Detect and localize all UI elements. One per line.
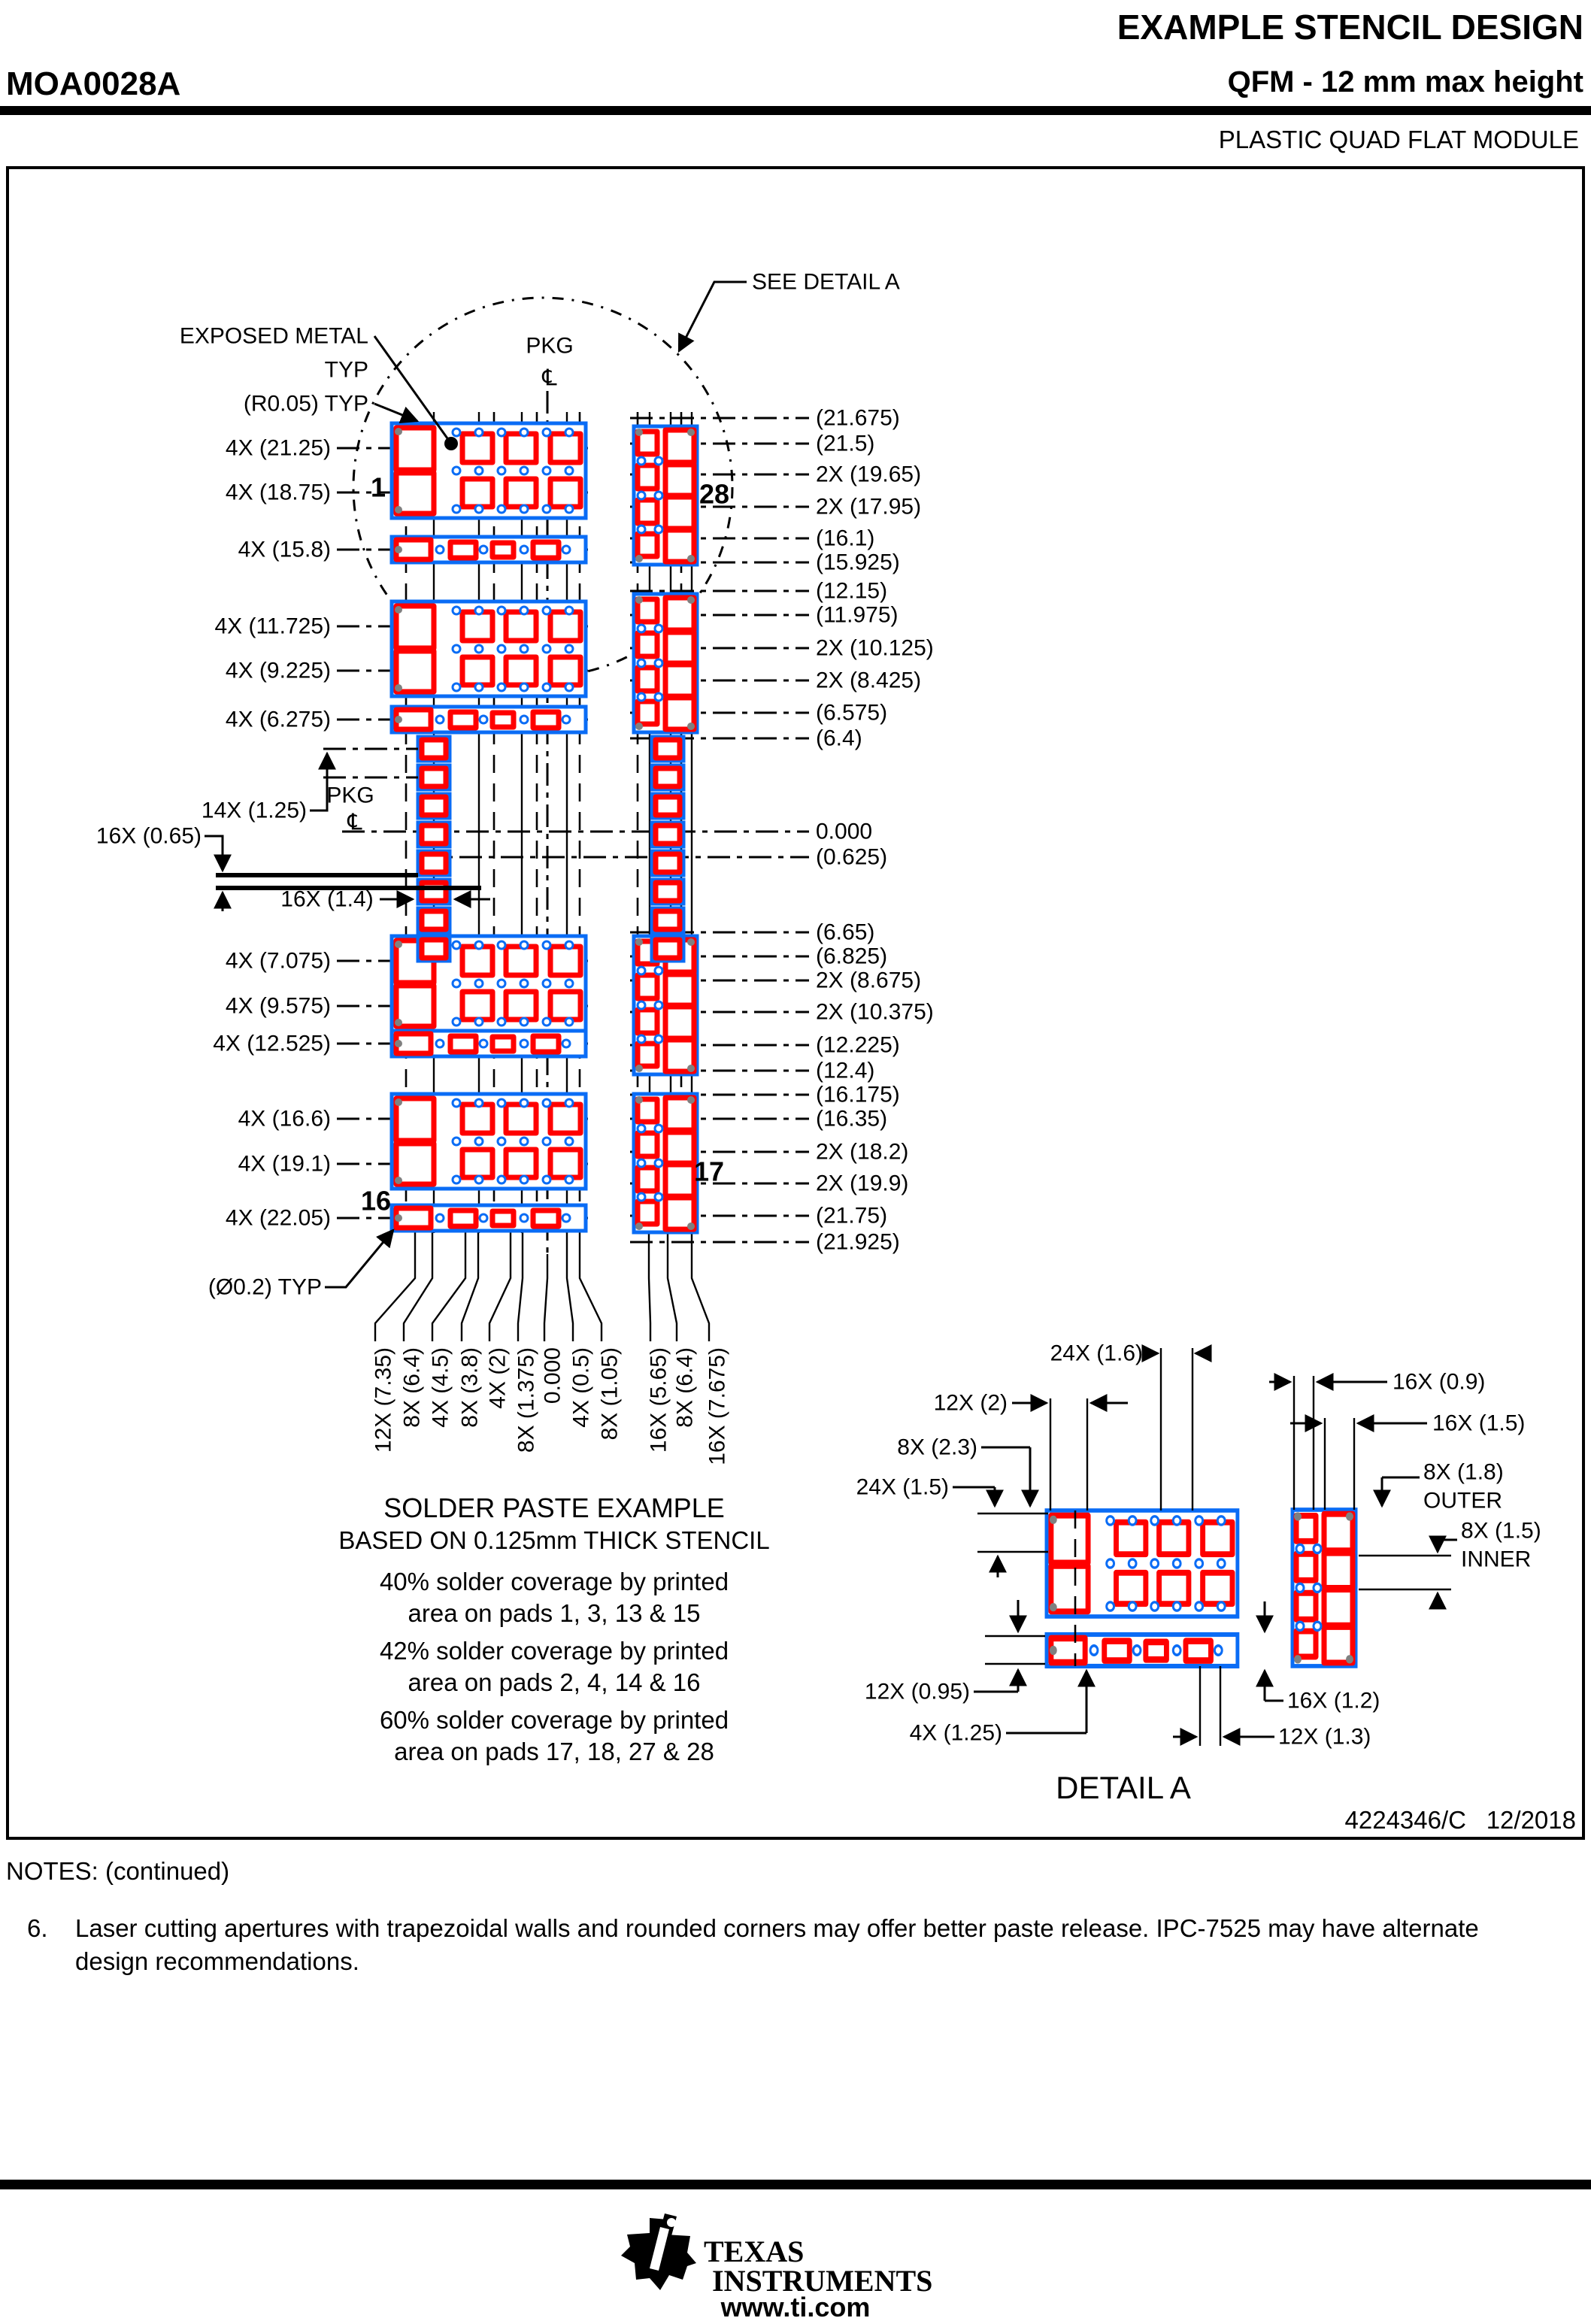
pin-16-number: 16 bbox=[360, 1185, 392, 1217]
dim-label: 4X (6.275) bbox=[225, 707, 331, 732]
dim-label: 4X (16.6) bbox=[238, 1106, 331, 1132]
ti-logo-icon bbox=[621, 2213, 696, 2290]
dim-label: (16.35) bbox=[816, 1106, 888, 1132]
notes-section bbox=[6, 1857, 1479, 1975]
center-pad-columns bbox=[418, 737, 683, 961]
doc-date: 12/2018 bbox=[1486, 1806, 1576, 1834]
dim-label: 2X (10.375) bbox=[816, 999, 934, 1025]
dim-label: (0.625) bbox=[816, 844, 888, 870]
pin-17-number: 17 bbox=[693, 1156, 725, 1187]
dim-label: 2X (8.425) bbox=[816, 668, 922, 693]
dim-label: 4X (22.05) bbox=[225, 1205, 331, 1231]
doc-number: 4224346/C bbox=[1344, 1806, 1466, 1834]
dim-label: 2X (8.675) bbox=[816, 968, 922, 993]
dim-label: (21.75) bbox=[816, 1203, 888, 1229]
dim-label: (12.225) bbox=[816, 1032, 900, 1058]
header bbox=[0, 8, 1591, 153]
coverage-line: 60% solder coverage by printed bbox=[379, 1706, 729, 1734]
centerline-symbol-top: ℄ bbox=[542, 365, 557, 391]
detail-a-title: DETAIL A bbox=[1056, 1770, 1191, 1805]
page-title: EXAMPLE STENCIL DESIGN bbox=[1117, 8, 1583, 47]
coverage-line: 40% solder coverage by printed bbox=[379, 1568, 729, 1595]
pin-1-number: 1 bbox=[370, 471, 386, 503]
detail-a bbox=[856, 1341, 1576, 1835]
right-dimension-labels bbox=[816, 406, 934, 1255]
bottom-dimension-labels bbox=[371, 1347, 730, 1465]
dim-label: 8X (6.4) bbox=[399, 1347, 425, 1428]
dim-label: 8X (3.8) bbox=[457, 1347, 483, 1428]
notes-heading: NOTES: (continued) bbox=[6, 1857, 230, 1885]
dim-label: 2X (19.9) bbox=[816, 1171, 909, 1196]
dim-label: 4X (15.8) bbox=[238, 537, 331, 562]
ti-url: www.ti.com bbox=[720, 2292, 871, 2322]
package-type: PLASTIC QUAD FLAT MODULE bbox=[1218, 126, 1579, 153]
page-subtitle: QFM - 12 mm max height bbox=[1227, 65, 1583, 98]
dim-label: 14X (1.25) bbox=[201, 798, 307, 823]
dim-label: 16X (1.5) bbox=[1432, 1410, 1526, 1436]
dim-label: 12X (1.3) bbox=[1278, 1724, 1371, 1750]
coverage-line: area on pads 17, 18, 27 & 28 bbox=[394, 1738, 714, 1765]
dim-label: 16X (5.65) bbox=[646, 1347, 671, 1453]
note-text-line2: design recommendations. bbox=[75, 1947, 359, 1975]
dim-label: 8X (6.4) bbox=[672, 1347, 698, 1428]
dim-label: 4X (0.5) bbox=[568, 1347, 594, 1428]
pkg-label-top: PKG bbox=[526, 333, 574, 359]
dim-label: 16X (0.9) bbox=[1393, 1369, 1486, 1395]
part-number: MOA0028A bbox=[6, 65, 181, 102]
dim-label: 16X (0.65) bbox=[95, 823, 202, 849]
dim-label: (21.5) bbox=[816, 431, 875, 456]
dim-label: 8X (1.05) bbox=[597, 1347, 623, 1441]
dim-label: 8X (1.8) bbox=[1423, 1459, 1504, 1485]
see-detail-a-label: SEE DETAIL A bbox=[752, 269, 900, 295]
dim-label: INNER bbox=[1461, 1547, 1532, 1572]
dim-label: 8X (1.5) bbox=[1461, 1518, 1541, 1544]
dim-label: (6.575) bbox=[816, 700, 888, 726]
dim-label: 8X (2.3) bbox=[897, 1435, 977, 1460]
coverage-line: 42% solder coverage by printed bbox=[379, 1637, 729, 1665]
solder-paste-note bbox=[338, 1492, 769, 1765]
dim-label: 24X (1.5) bbox=[856, 1474, 949, 1500]
note-text-line1: Laser cutting apertures with trapezoidal walls and rounded corners may offer better paste release. IPC-7525 may have alternate bbox=[75, 1914, 1479, 1942]
dim-label: (11.975) bbox=[816, 602, 899, 628]
radius-typ-label: (R0.05) TYP bbox=[243, 391, 368, 417]
dim-label: (12.15) bbox=[816, 578, 888, 604]
dim-label: 0.000 bbox=[816, 819, 873, 844]
exposed-metal-pointer-dot bbox=[444, 437, 458, 450]
dim-label: 8X (1.375) bbox=[514, 1347, 539, 1453]
diameter-typ-label: (Ø0.2) TYP bbox=[208, 1274, 322, 1300]
dim-label: (21.925) bbox=[816, 1229, 900, 1255]
stencil-pad-pattern bbox=[392, 423, 697, 1232]
dim-label: 12X (2) bbox=[933, 1390, 1008, 1416]
dim-label: (16.175) bbox=[816, 1082, 900, 1107]
footer-rule bbox=[0, 2180, 1591, 2189]
note-number: 6. bbox=[27, 1914, 48, 1942]
dim-label: 4X (9.575) bbox=[225, 993, 331, 1019]
dim-label: 4X (19.1) bbox=[238, 1151, 331, 1177]
dim-label: 16X (1.4) bbox=[280, 886, 374, 912]
dim-label: (6.825) bbox=[816, 944, 888, 969]
dim-label: 4X (1.25) bbox=[909, 1720, 1002, 1746]
dim-label: (16.1) bbox=[816, 526, 875, 551]
dim-label: 4X (12.525) bbox=[213, 1031, 331, 1056]
dim-label: 24X (1.6) bbox=[1050, 1341, 1143, 1366]
dim-label: 2X (19.65) bbox=[816, 462, 922, 487]
dim-label: (21.675) bbox=[816, 405, 900, 431]
brand-instruments: INSTRUMENTS bbox=[712, 2264, 933, 2298]
dim-label: 4X (4.5) bbox=[428, 1347, 453, 1428]
solder-note-subtitle: BASED ON 0.125mm THICK STENCIL bbox=[338, 1526, 770, 1554]
dim-label: (6.65) bbox=[816, 920, 875, 945]
left-dimension-labels bbox=[213, 436, 331, 1231]
exposed-metal-typ: TYP bbox=[324, 357, 368, 383]
centerline-symbol-mid: ℄ bbox=[347, 810, 362, 835]
coverage-line: area on pads 2, 4, 14 & 16 bbox=[408, 1668, 701, 1696]
coverage-line: area on pads 1, 3, 13 & 15 bbox=[408, 1599, 701, 1627]
dim-label: 16X (1.2) bbox=[1287, 1688, 1380, 1713]
dim-label: 4X (11.725) bbox=[214, 614, 331, 639]
pkg-label-mid: PKG bbox=[326, 783, 374, 808]
brand-texas: TEXAS bbox=[704, 2235, 805, 2268]
pin-28-number: 28 bbox=[699, 478, 730, 510]
dim-label: 16X (7.675) bbox=[705, 1347, 730, 1465]
dim-label: 2X (17.95) bbox=[816, 494, 922, 520]
header-rule bbox=[0, 106, 1591, 115]
exposed-metal-label: EXPOSED METAL bbox=[179, 323, 368, 349]
dim-label: 2X (18.2) bbox=[816, 1139, 909, 1165]
dim-label: 12X (7.35) bbox=[371, 1347, 396, 1453]
footer bbox=[0, 2180, 1591, 2322]
dim-label: (6.4) bbox=[816, 726, 862, 751]
dim-label: 12X (0.95) bbox=[864, 1679, 970, 1704]
dim-label: 4X (21.25) bbox=[225, 435, 331, 461]
dim-label: 4X (9.225) bbox=[225, 658, 331, 683]
see-detail-a-leader bbox=[679, 282, 747, 351]
dim-label: (12.4) bbox=[816, 1058, 875, 1083]
dim-label: OUTER bbox=[1423, 1488, 1502, 1513]
dim-label: 4X (18.75) bbox=[225, 480, 331, 505]
dim-label: 0.000 bbox=[540, 1347, 565, 1404]
dim-label: 4X (7.075) bbox=[225, 948, 331, 974]
solder-note-title: SOLDER PASTE EXAMPLE bbox=[383, 1492, 725, 1523]
dim-label: 2X (10.125) bbox=[816, 635, 934, 661]
dim-label: 4X (2) bbox=[485, 1347, 511, 1409]
dim-label: (15.925) bbox=[816, 550, 900, 575]
